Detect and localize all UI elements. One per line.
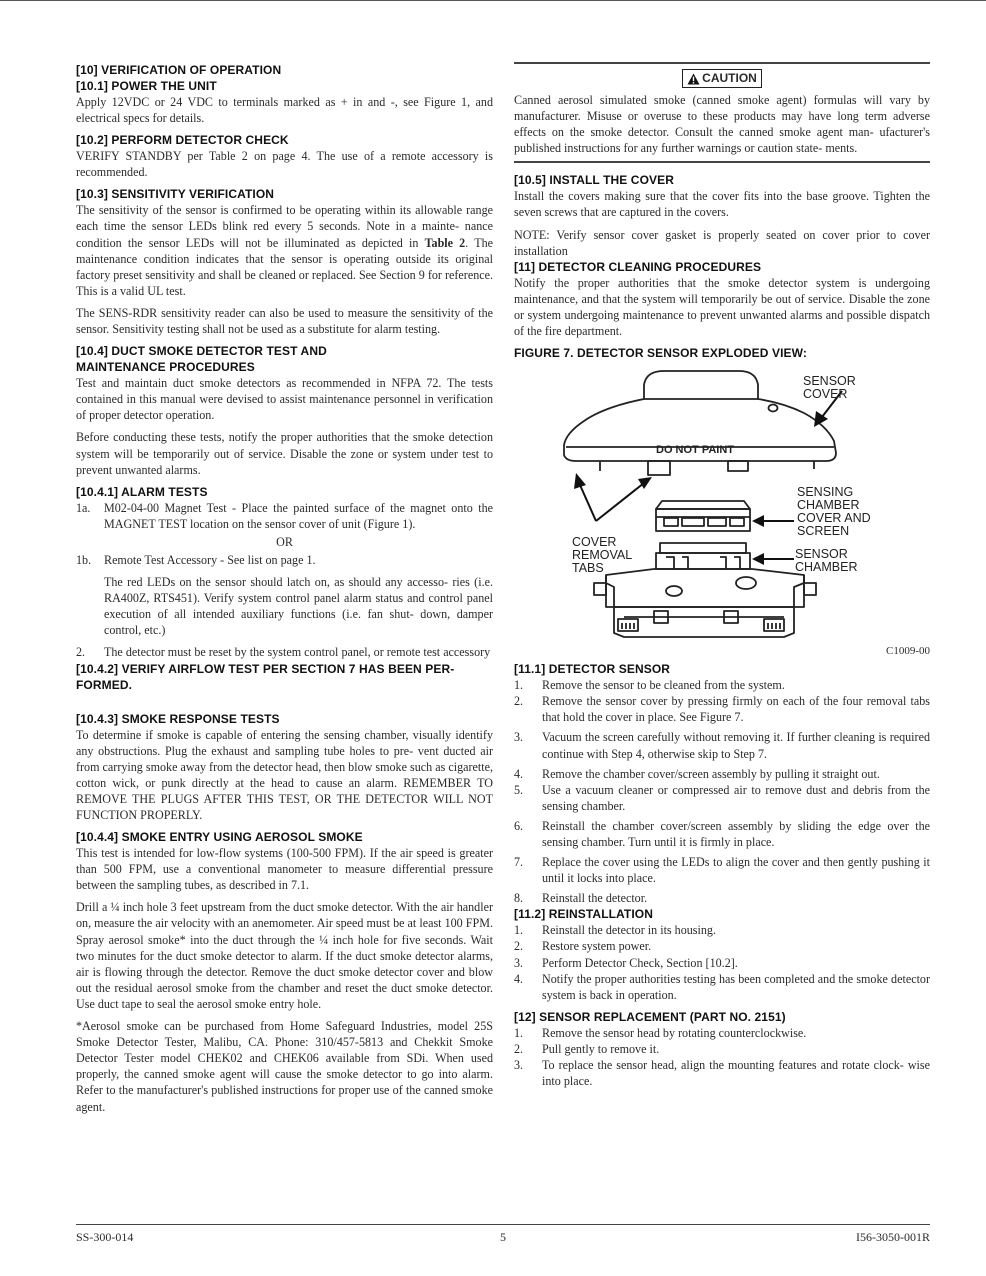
page-footer bbox=[76, 1224, 930, 1244]
caution-text: Canned aerosol simulated smoke (canned smoke agent) formulas will vary by manufacturer. Misuse or overuse to these products may have long term adverse effects on the smoke detector. Consult the canned smoke agent man- ufacturer's published instructions for any further warnings or caution state- ments. bbox=[514, 93, 930, 156]
section-10-1-heading: [10.1] POWER THE UNIT bbox=[76, 79, 217, 93]
tabs-arrow-left bbox=[580, 485, 596, 521]
screen-assembly bbox=[656, 509, 750, 531]
section-11-text: Notify the proper authorities that the smoke detector system is undergoing maintenance, and that the system will temporarily be out of service. Disable the zone or system undergoing maintenance to prevent unwanted alarms and possible dispatch of the fire department. bbox=[514, 275, 930, 339]
section-10-2-heading: [10.2] PERFORM DETECTOR CHECK bbox=[76, 133, 289, 148]
list-item: 8. Reinstall the detector. bbox=[514, 891, 648, 906]
section-11-1-heading: [11.1] DETECTOR SENSOR bbox=[514, 662, 671, 677]
list-item: 2. Pull gently to remove it. bbox=[514, 1041, 660, 1056]
page-top-rule bbox=[0, 0, 986, 1]
aerosol-footnote: *Aerosol smoke can be purchased from Home Safeguard Industries, model 25S Smoke Detector Tester, Malibu, CA. Phone: 310/457-5813 and Chekkit Smoke Detector Tester model CHEK02 and CHEK06 available from SDi. When used properly, the canned smoke agent will cause the smoke detector to go into alarm. Refer to the manufacturer's published instructions for proper use of the canned smoke agent. bbox=[76, 1019, 493, 1114]
section-10-4-text-2: Before conducting these tests, notify the proper authorities that the smoke detection system will be temporarily out of service. Disable the zone or system under test to prevent unwanted alarms. bbox=[76, 430, 493, 477]
figure-7-title: FIGURE 7. DETECTOR SENSOR EXPLODED VIEW: bbox=[514, 346, 807, 361]
tabs-arrow-right bbox=[596, 483, 644, 521]
section-10-3-heading: [10.3] SENSITIVITY VERIFICATION bbox=[76, 187, 275, 202]
reinstallation-list bbox=[514, 922, 930, 1002]
section-11-heading: [11] DETECTOR CLEANING PROCEDURES bbox=[514, 259, 762, 274]
section-10-4-3-heading: [10.4.3] SMOKE RESPONSE TESTS bbox=[76, 711, 280, 726]
section-10-4-4-text-2: Drill a ¼ inch hole 3 feet upstream from the duct smoke detector. With the air handler on, measure the air velocity with an anemometer. Air speed must be at least 100 FPM. Spray aerosol smoke* into the duct through the ¼ inch hole for five seconds. Wait two minutes for the duct smoke detector to alarm. If the duct smoke detector alarms, air is flowing through the detector. Remove the duct smoke detector cover and blow out the residual aerosol smoke from the chamber and reset the duct smoke detector. Use duct tape to seal the aerosol smoke entry hole. bbox=[76, 900, 493, 1011]
sensor-replacement-list bbox=[514, 1025, 930, 1089]
caution-top-rule bbox=[514, 62, 930, 64]
list-item: 4. Notify the proper authorities testing has been completed and the smoke detector system is back in operation. bbox=[514, 971, 930, 1002]
section-10-5-text-1: Install the covers making sure that the cover fits into the base groove. Tighten the seven screws that are captured in the covers. bbox=[514, 189, 930, 220]
list-item: 7. Replace the cover using the LEDs to align the cover and then gently pushing it until it locks into place. bbox=[514, 855, 930, 886]
section-10-2-text: VERIFY STANDBY per Table 2 on page 4. The use of a remote accessory is recommended. bbox=[76, 149, 493, 180]
list-item: 6. Reinstall the chamber cover/screen assembly by sliding the edge over the sensing chamber. Turn until it is firmly in place. bbox=[514, 818, 930, 849]
section-11-2-heading: [11.2] REINSTALLATION bbox=[514, 907, 653, 922]
left-column bbox=[76, 62, 493, 1115]
list-item: 2. Restore system power. bbox=[514, 939, 652, 954]
caution-bottom-rule bbox=[514, 161, 930, 163]
list-item: 3. To replace the sensor head, align the mounting features and rotate clock- wise into place. bbox=[514, 1058, 930, 1089]
list-item: 3. Vacuum the screen carefully without removing it. If further cleaning is required continue with Step 4, otherwise skip to Step 7. bbox=[514, 730, 930, 761]
detector-base bbox=[606, 569, 804, 607]
section-10-heading: [10] VERIFICATION OF OPERATION bbox=[76, 63, 282, 77]
label-sensor-cover: SENSOR COVER bbox=[803, 374, 856, 402]
section-10-1-text: Apply 12VDC or 24 VDC to terminals marked as + in and -, see Figure 1, and electrical specs for details. bbox=[76, 95, 493, 126]
figure-code: C1009-00 bbox=[886, 645, 930, 658]
list-item: 4. Remove the chamber cover/screen assembly by pulling it straight out. bbox=[514, 766, 880, 781]
section-10-4-4-text-1: This test is intended for low-flow systems (100-500 FPM). If the air speed is greater than 500 FPM, use a conventional manometer to measure differential pressure between the sampling tubes, as described in 7.1. bbox=[76, 846, 493, 893]
section-10-4-heading: [10.4] DUCT SMOKE DETECTOR TEST AND MAINTENANCE PROCEDURES bbox=[76, 344, 327, 375]
list-item: 1a. M02-04-00 Magnet Test - Place the painted surface of the magnet onto the MAGNET TEST location on the sensor cover of unit (Figure 1). bbox=[76, 500, 493, 531]
section-12-heading: [12] SENSOR REPLACEMENT (PART NO. 2151) bbox=[514, 1009, 786, 1024]
sensor-cover-top bbox=[644, 371, 758, 399]
do-not-paint-text: DO NOT PAINT bbox=[656, 444, 735, 457]
section-10-3-text-1: The sensitivity of the sensor is confirmed to be operating within its allowable range each time the sensor LEDs blink red every 5 seconds. Note in a mainte- nance condition the sensor LEDs will not be illuminated as depicted in Table 2. The maintenance condition indicates that the sensor is operating outside its original factory preset sensitivity and shall be cleaned or replaced. See Section 9 for reference. This is a valid UL test. bbox=[76, 203, 494, 298]
section-10-5-heading: [10.5] INSTALL THE COVER bbox=[514, 173, 674, 188]
footer-part-number: I56-3050-001R bbox=[856, 1230, 930, 1244]
sensor-chamber-top bbox=[660, 543, 746, 553]
warning-triangle-icon bbox=[687, 73, 700, 85]
caution-label: CAUTION bbox=[514, 69, 930, 88]
label-sensor-chamber: SENSOR CHAMBER bbox=[795, 547, 858, 575]
or-separator: OR bbox=[276, 534, 293, 549]
section-10-4-4-heading: [10.4.4] SMOKE ENTRY USING AEROSOL SMOKE bbox=[76, 830, 363, 845]
footer-doc-code: SS-300-014 bbox=[76, 1230, 134, 1244]
list-item: 2. Remove the sensor cover by pressing firmly on each of the four removal tabs that hold the cover in place. See Figure 7. bbox=[514, 694, 930, 725]
list-item: 1. Remove the sensor to be cleaned from the system. bbox=[514, 678, 785, 693]
right-column bbox=[514, 62, 930, 1089]
section-10-4-3-text: To determine if smoke is capable of entering the sensing chamber, visually identify any obstructions. Plug the exhaust and sampling tube holes to pre- vent ducted air from carrying smoke away from the detector head, then blow smoke such as cigarette, cotton wick, or punk directly at the head to cause an alarm. REMEMBER TO REMOVE THE PLUGS AFTER THIS TEST, OR THE DETECTOR WILL NOT FUNCTION PROPERLY. bbox=[76, 727, 493, 822]
section-10-5-note: NOTE: Verify sensor cover gasket is properly seated on cover prior to cover installation bbox=[514, 227, 930, 258]
section-10-4-text-1: Test and maintain duct smoke detectors as recommended in NFPA 72. The tests contained in this manual were devised to assist maintenance personnel in verification of proper detector operation. bbox=[76, 376, 493, 423]
list-item: 3. Perform Detector Check, Section [10.2]. bbox=[514, 955, 738, 970]
label-sensing-chamber-cover: SENSING CHAMBER COVER AND SCREEN bbox=[797, 485, 871, 539]
alarm-test-description: The red LEDs on the sensor should latch on, as should any accesso- ries (i.e. RA400Z, RTS451). Verify system control panel alarm status and control panel execution of all intended auxiliary functions (i.e. fan shut- down, damper control, etc.) bbox=[104, 575, 493, 638]
section-10-4-2-heading: [10.4.2] VERIFY AIRFLOW TEST PER SECTION 7 HAS BEEN PER- FORMED. bbox=[76, 661, 455, 692]
page-number: 5 bbox=[500, 1230, 506, 1244]
list-item: 1. Reinstall the detector in its housing. bbox=[514, 923, 716, 938]
label-cover-removal-tabs: COVER REMOVAL TABS bbox=[572, 535, 633, 576]
section-10-3-text-2: The SENS-RDR sensitivity reader can also be used to measure the sensitivity of the sensor. Sensitivity testing shall not be used as a substitute for alarm testing. bbox=[76, 305, 493, 337]
list-item: 1. Remove the sensor head by rotating counterclockwise. bbox=[514, 1025, 807, 1040]
section-10-4-1-heading: [10.4.1] ALARM TESTS bbox=[76, 484, 208, 499]
list-item: 1b. Remote Test Accessory - See list on page 1. bbox=[76, 552, 316, 567]
detector-exploded-figure bbox=[514, 361, 930, 661]
detector-sensor-list bbox=[514, 677, 930, 906]
list-item: 2. The detector must be reset by the system control panel, or remote test accessory bbox=[76, 645, 491, 660]
list-item: 5. Use a vacuum cleaner or compressed air to remove dust and debris from the sensing chamber. bbox=[514, 782, 930, 813]
